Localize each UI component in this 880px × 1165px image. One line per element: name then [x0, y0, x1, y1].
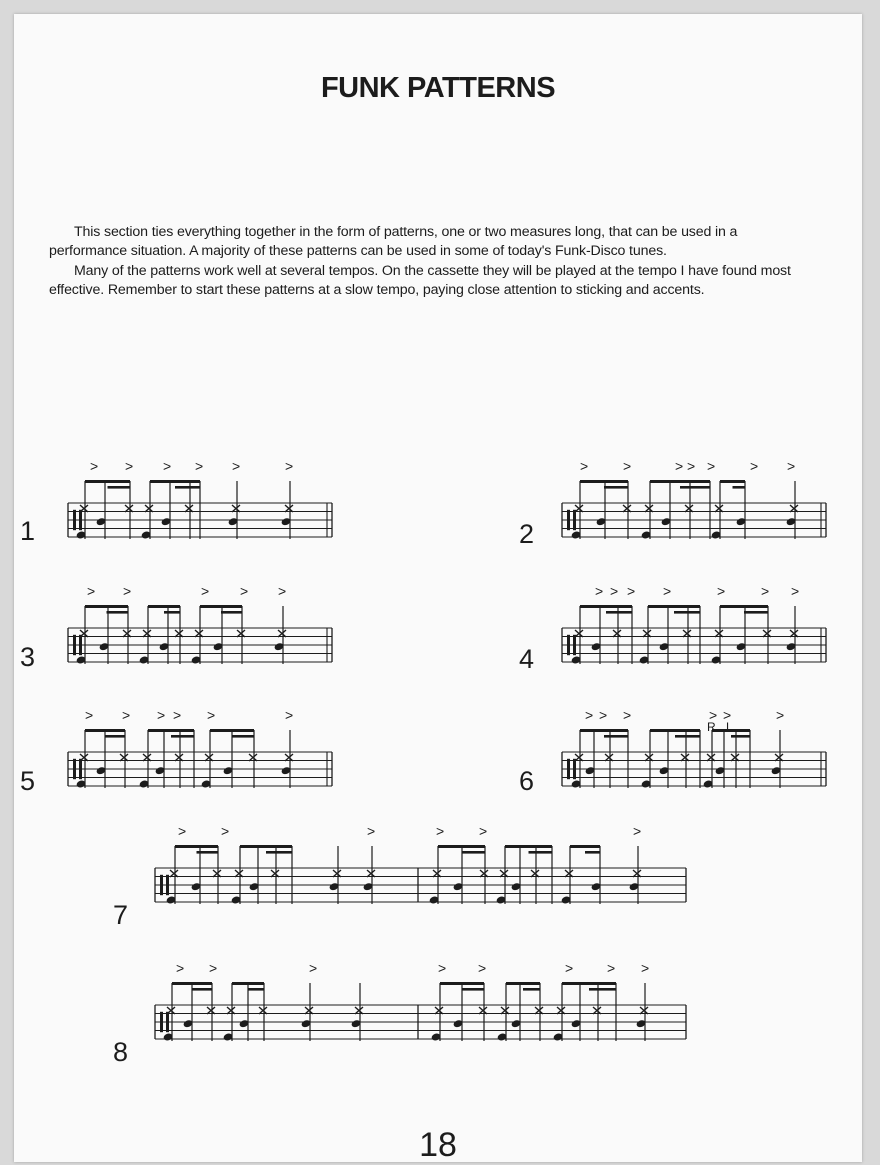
accent-mark: > — [90, 458, 99, 474]
pattern-number: 5 — [20, 766, 36, 796]
beam — [438, 845, 485, 848]
pattern-1 — [20, 458, 332, 546]
beam — [266, 851, 292, 854]
beam — [85, 605, 128, 608]
accent-mark: > — [201, 583, 210, 599]
accent-mark: > — [641, 960, 650, 976]
beam — [85, 480, 130, 483]
pattern-number: 1 — [20, 516, 36, 546]
beam — [175, 845, 218, 848]
accent-mark: > — [285, 458, 294, 474]
page-title: FUNK PATTERNS — [320, 72, 556, 104]
pattern-4 — [519, 583, 826, 674]
accent-mark: > — [438, 960, 447, 976]
accent-mark: > — [663, 583, 672, 599]
beam — [529, 851, 553, 854]
beam — [606, 611, 632, 614]
percussion-clef — [567, 510, 570, 530]
percussion-clef — [79, 759, 82, 779]
beam — [580, 729, 628, 732]
intro-paragraph-1: This section ties everything together in the form of patterns, one or two measures long, that can be used in a performance situation. A majority of these patterns can be used in some of today's Funk-Disco tunes. — [49, 224, 738, 260]
beam — [440, 982, 484, 985]
percussion-clef — [166, 1012, 169, 1032]
accent-mark: > — [761, 583, 770, 599]
beam — [171, 735, 194, 738]
accent-mark: > — [178, 823, 187, 839]
beam — [107, 611, 129, 614]
beam — [148, 729, 194, 732]
accent-mark: > — [791, 583, 800, 599]
accent-mark: > — [623, 707, 632, 723]
accent-mark: > — [627, 583, 636, 599]
beam — [744, 611, 768, 614]
beam — [221, 611, 242, 614]
beam — [240, 845, 292, 848]
sticking-letter: L — [726, 720, 733, 734]
page-number: 18 — [419, 1126, 457, 1164]
accent-mark: > — [723, 707, 732, 723]
beam — [570, 845, 600, 848]
beam — [604, 735, 628, 738]
accent-mark: > — [125, 458, 134, 474]
accent-mark: > — [163, 458, 172, 474]
accent-mark: > — [195, 458, 204, 474]
percussion-clef — [573, 635, 576, 655]
percussion-clef — [73, 510, 76, 530]
sticking-letter: R — [707, 720, 716, 734]
accent-mark: > — [278, 583, 287, 599]
accent-mark: > — [633, 823, 642, 839]
pattern-number: 4 — [519, 644, 535, 674]
beam — [562, 982, 616, 985]
beam — [85, 729, 125, 732]
percussion-clef — [79, 510, 82, 530]
percussion-clef — [160, 1012, 163, 1032]
accent-mark: > — [787, 458, 796, 474]
pattern-7 — [113, 823, 686, 930]
accent-mark: > — [750, 458, 759, 474]
beam — [731, 735, 750, 738]
accent-mark: > — [687, 458, 696, 474]
pattern-number: 6 — [519, 766, 535, 796]
percussion-clef — [160, 875, 163, 895]
beam — [462, 988, 484, 991]
accent-mark: > — [87, 583, 96, 599]
accent-mark: > — [595, 583, 604, 599]
accent-mark: > — [479, 823, 488, 839]
percussion-clef — [573, 510, 576, 530]
accent-mark: > — [565, 960, 574, 976]
accent-mark: > — [478, 960, 487, 976]
accent-mark: > — [209, 960, 218, 976]
accent-mark: > — [123, 583, 132, 599]
beam — [200, 605, 242, 608]
accent-mark: > — [85, 707, 94, 723]
accent-mark: > — [623, 458, 632, 474]
beam — [248, 988, 264, 991]
beam — [172, 982, 212, 985]
percussion-clef — [73, 635, 76, 655]
pattern-number: 7 — [113, 900, 129, 930]
beam — [580, 605, 632, 608]
beam — [148, 605, 180, 608]
percussion-clef — [79, 635, 82, 655]
beam — [108, 486, 131, 489]
accent-mark: > — [610, 583, 619, 599]
accent-mark: > — [367, 823, 376, 839]
accent-mark: > — [607, 960, 616, 976]
accent-mark: > — [221, 823, 230, 839]
beam — [232, 982, 264, 985]
beam — [150, 480, 200, 483]
beam — [197, 851, 219, 854]
beam — [210, 729, 254, 732]
accent-mark: > — [436, 823, 445, 839]
pattern-2 — [519, 458, 826, 549]
pattern-number: 2 — [519, 519, 535, 549]
beam — [580, 480, 628, 483]
percussion-clef — [567, 635, 570, 655]
beam — [680, 486, 710, 489]
pattern-number: 8 — [113, 1037, 129, 1067]
accent-mark: > — [173, 707, 182, 723]
beam — [604, 486, 628, 489]
percussion-clef — [73, 759, 76, 779]
beam — [505, 845, 552, 848]
accent-mark: > — [122, 707, 131, 723]
intro-paragraph-2: Many of the patterns work well at several tempos. On the cassette they will be played at the tempo I have found most effective. Remember to start these patterns at a slow tempo, paying close attention to sticking and accents. — [49, 262, 791, 299]
beam — [462, 851, 486, 854]
pattern-5 — [20, 707, 332, 796]
beam — [648, 605, 700, 608]
beam — [164, 611, 180, 614]
beam — [733, 486, 746, 489]
beam — [674, 611, 700, 614]
accent-mark: > — [585, 707, 594, 723]
beam — [175, 486, 200, 489]
percussion-clef — [166, 875, 169, 895]
pattern-6 — [519, 707, 826, 796]
beam — [192, 988, 212, 991]
beam — [720, 480, 745, 483]
pattern-number: 3 — [20, 642, 36, 672]
accent-mark: > — [717, 583, 726, 599]
accent-mark: > — [709, 707, 718, 723]
percussion-clef — [573, 759, 576, 779]
beam — [585, 851, 600, 854]
pattern-3 — [20, 583, 332, 672]
percussion-clef — [567, 759, 570, 779]
pattern-8 — [113, 960, 686, 1067]
beam — [523, 988, 540, 991]
accent-mark: > — [232, 458, 241, 474]
beam — [650, 480, 710, 483]
beam — [506, 982, 540, 985]
beam — [720, 605, 768, 608]
accent-mark: > — [176, 960, 185, 976]
beam — [105, 735, 125, 738]
beam — [675, 735, 700, 738]
accent-mark: > — [580, 458, 589, 474]
accent-mark: > — [157, 707, 166, 723]
accent-mark: > — [309, 960, 318, 976]
accent-mark: > — [675, 458, 684, 474]
accent-mark: > — [599, 707, 608, 723]
beam — [589, 988, 616, 991]
accent-mark: > — [776, 707, 785, 723]
accent-mark: > — [707, 458, 716, 474]
beam — [650, 729, 700, 732]
accent-mark: > — [240, 583, 249, 599]
beam — [232, 735, 254, 738]
accent-mark: > — [207, 707, 216, 723]
accent-mark: > — [285, 707, 294, 723]
